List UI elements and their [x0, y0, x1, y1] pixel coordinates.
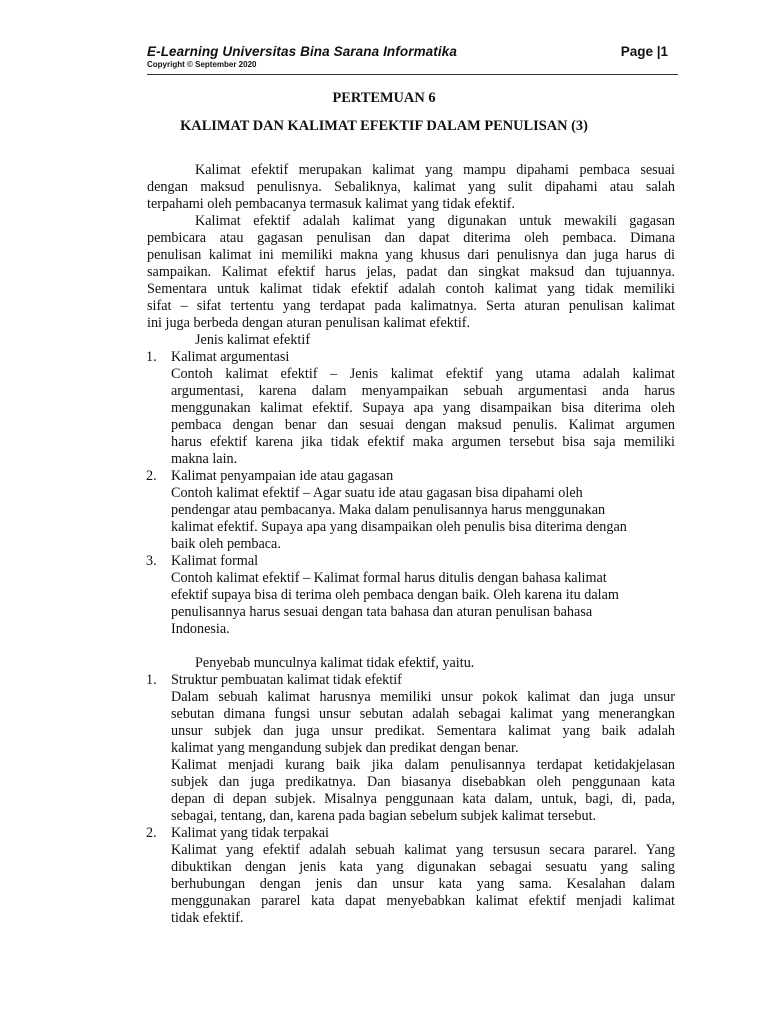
body-line: sampaikan. Kalimat efektif harus jelas, padat dan singkat maksud dan tujuannya. [147, 264, 675, 280]
header-title: E-Learning Universitas Bina Sarana Informatika [147, 44, 457, 59]
list-number: 2. [146, 825, 157, 841]
body-line: terpahami oleh pembacanya termasuk kalimat yang tidak efektif. [147, 196, 515, 212]
body-line: efektif supaya bisa di terima oleh pembaca dengan baik. Oleh karena itu dalam [171, 587, 619, 603]
body-line: penulisannya harus sesuai dengan tata bahasa dan aturan penulisan bahasa [171, 604, 593, 620]
body-line: penulisan kalimat ini memiliki makna yang khusus dari penulisnya dan juga harus di [147, 247, 675, 263]
body-line: Kalimat menjadi kurang baik jika dalam penulisannya terdapat ketidakjelasan [171, 757, 675, 773]
body-line: Indonesia. [171, 621, 230, 637]
list-number: 3. [146, 553, 157, 569]
list-item-title: Kalimat penyampaian ide atau gagasan [171, 468, 394, 484]
body-line: sebutan dimana fungsi unsur sebutan adalah sebagai kalimat yang menerangkan [171, 706, 675, 722]
page-header [147, 44, 678, 75]
body-line: Contoh kalimat efektif – Agar suatu ide atau gagasan bisa dipahami oleh [171, 485, 583, 501]
meeting-heading: PERTEMUAN 6 [332, 90, 436, 106]
body-line: kalimat yang mengandung subjek dan predikat dengan benar. [171, 740, 519, 756]
body-line: Contoh kalimat efektif – Jenis kalimat efektif yang utama adalah kalimat [171, 366, 675, 382]
list-item-title: Kalimat yang tidak terpakai [171, 825, 329, 841]
body-line: pendengar atau pembacanya. Maka dalam penulisannya harus menggunakan [171, 502, 606, 518]
section-heading: Jenis kalimat efektif [195, 332, 311, 348]
body-line: dengan maksud penulisnya. Sebaliknya, kalimat yang sulit dipahami atau salah [147, 179, 675, 195]
body-line: Kalimat yang efektif adalah sebuah kalimat yang tersusun secara pararel. Yang [171, 842, 675, 858]
list-number: 1. [146, 672, 157, 688]
body-line: unsur subjek dan juga unsur predikat. Sementara kalimat yang baik adalah [171, 723, 675, 739]
body-line: subjek dan juga predikatnya. Dan biasanya disebabkan oleh penggunaan kata [171, 774, 675, 790]
body-line: pembicara atau gagasan penulisan dan dapat diterima oleh pembaca. Dimana [147, 230, 675, 246]
header-copyright: Copyright © September 2020 [147, 60, 257, 69]
body-line: sebagai, tentang, dan, karena pada bagian sebelum subjek kalimat tersebut. [171, 808, 597, 824]
body-line: argumentasi, karena dalam menyampaikan sebuah argumentasi anda harus [171, 383, 675, 399]
body-line: tidak efektif. [171, 910, 244, 926]
body-line: ini juga berbeda dengan aturan penulisan kalimat efektif. [147, 315, 471, 331]
body-line: kalimat efektif. Supaya apa yang disampaikan oleh penulis bisa diterima dengan [171, 519, 627, 535]
list-item-title: Struktur pembuatan kalimat tidak efektif [171, 672, 402, 688]
body-line: dibuktikan dengan jenis kata yang digunakan sebagai sesuatu yang saling [171, 859, 675, 875]
list-number: 1. [146, 349, 157, 365]
body-line: berhubungan dengan jenis dan unsur kata yang sama. Kesalahan dalam [171, 876, 675, 892]
body-line: menggunakan pararel kata dapat menyebabkan kalimat efektif menjadi kalimat [171, 893, 675, 909]
body-line: depan di depan subjek. Misalnya penggunaan kata dalam, untuk, bagi, di, pada, [171, 791, 675, 807]
body-line: Contoh kalimat efektif – Kalimat formal harus ditulis dengan bahasa kalimat [171, 570, 607, 586]
body-line: harus efektif karena jika tidak efektif maka argumen tersebut bisa saja memiliki [171, 434, 675, 450]
body-line: baik oleh pembaca. [171, 536, 281, 552]
list-number: 2. [146, 468, 157, 484]
list-item-title: Kalimat formal [171, 553, 259, 569]
section-heading: Penyebab munculnya kalimat tidak efektif, yaitu. [195, 655, 475, 671]
body-line: Dalam sebuah kalimat harusnya memiliki unsur pokok kalimat dan juga unsur [171, 689, 675, 705]
body-line: pembaca dengan benar dan sesuai dengan maksud penulis. Kalimat argumen [171, 417, 675, 433]
body-line: Kalimat efektif adalah kalimat yang digunakan untuk mewakili gagasan [195, 213, 675, 229]
body-line: Sementara untuk kalimat tidak efektif adalah contoh kalimat yang tidak memiliki [147, 281, 675, 297]
body-line: sifat – sifat tertentu yang terdapat pada kalimatnya. Serta aturan penulisan kalimat [147, 298, 675, 314]
body-line: menggunakan kalimat efektif. Supaya apa yang disampaikan bisa diterima oleh [171, 400, 675, 416]
document-title: KALIMAT DAN KALIMAT EFEKTIF DALAM PENULISAN (3) [180, 118, 588, 134]
list-item-title: Kalimat argumentasi [171, 349, 290, 365]
body-line: Kalimat efektif merupakan kalimat yang mampu dipahami pembaca sesuai [195, 162, 675, 178]
body-line: makna lain. [171, 451, 238, 467]
header-page-number: Page |1 [620, 44, 668, 59]
